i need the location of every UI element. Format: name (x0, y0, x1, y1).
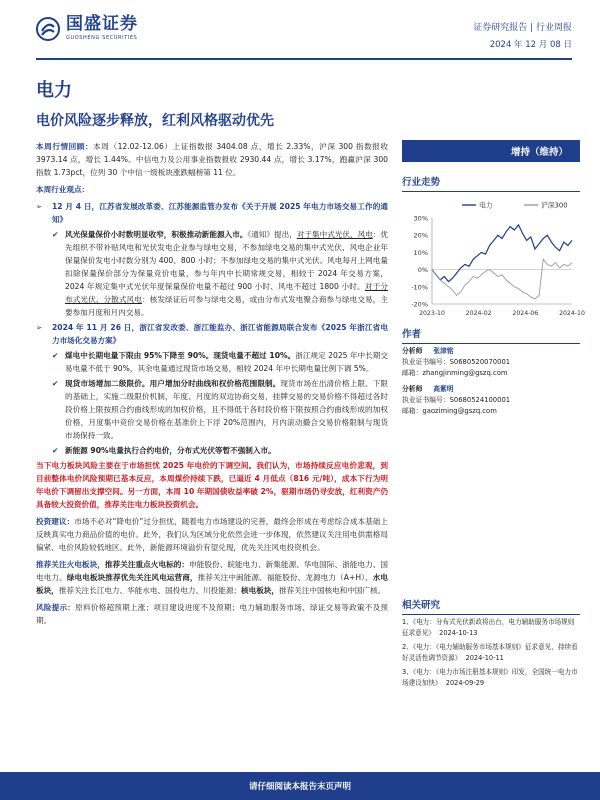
point-2-detail-1 (36, 349, 388, 375)
cert-label: 执业证书编号： (402, 358, 450, 366)
author-email[interactable]: gaoziming@gszq.com (422, 407, 497, 415)
investment-advice-text: 市场不必对“降电价”过分担忧，随着电力市场建设的完善，最终会形成在考虑综合成本基础上反映真实电力商品价值的电价。此外，我们认为区域分化依然会进一步体现，依然建议关注用电供需格局偏紧、电价风险较低地区。此外，新能源环境溢价有望兑现，优先关注风电投资机会。 (36, 517, 388, 552)
x-tick-label: 2024-10 (559, 310, 585, 317)
recommend-text-2: 推荐关注中闽能源、福能股份、龙源电力（A+H）、 (197, 573, 373, 582)
check-bullet-icon: ✔ (52, 446, 59, 455)
author-2 (402, 384, 580, 417)
related-heading: 相关研究 (402, 597, 580, 615)
arrow-bullet-icon: ➢ (36, 202, 43, 211)
y-tick-label: 30% (413, 214, 428, 223)
recommend-text-3: 推荐关注长江电力、华能水电、国投电力、川投能源； (58, 586, 242, 595)
authors-heading: 作者 (402, 326, 580, 344)
point-2-detail-3 (36, 444, 388, 457)
cert-label: 执业证书编号： (402, 396, 450, 404)
related-research-list (402, 617, 580, 692)
related-date: 2024-09-29 (445, 679, 485, 687)
report-type: 证券研究报告 | 行业周报 (473, 23, 572, 33)
views-label: 本周行业观点： (36, 185, 90, 194)
point-1-title: 12 月 4 日，江苏省发展改革委、江苏能源监管办发布《关于开展 2025 年电力市场交易工作的通知》 (52, 202, 388, 224)
brand-name: 国盛证券 (66, 14, 138, 34)
investment-advice-label: 投资建议： (36, 517, 75, 526)
brand-logo (36, 16, 138, 41)
related-title: 3、《电力：《电力市场注册基本规则》印发，全国统一电力市场建设加快》 (402, 668, 578, 687)
y-tick-label: 0% (417, 266, 428, 275)
brand-name-en: GUOSHENG SECURITIES (66, 35, 138, 41)
point-2 (36, 321, 388, 347)
email-label: 邮箱： (402, 369, 423, 377)
point-1-text-a: 《通知》提出， (247, 230, 297, 239)
related-item[interactable] (402, 667, 580, 689)
legend-label: 沪深300 (541, 201, 568, 210)
x-tick-label: 2024-06 (512, 310, 539, 317)
related-title: 2、《电力：《电力辅助服务市场基本规则》征求意见，持续看好灵活性调节资源》 (402, 643, 578, 662)
point-1-sub-head: 风光保量保价小时数明显收窄，积极推动新能源入市。 (65, 230, 248, 239)
check-bullet-icon: ✔ (52, 351, 59, 360)
cert-number: S0680520070001 (449, 358, 511, 366)
trend-chart-svg (402, 196, 585, 324)
risk-warning (36, 601, 388, 627)
point-1-underline-b: 对于分布式光伏、分散式风电 (65, 282, 388, 304)
recommend-label: 推荐关注火电板块， (36, 560, 105, 569)
series-line-power (432, 225, 572, 282)
rating-banner (402, 140, 580, 162)
related-item[interactable] (402, 617, 580, 639)
recommend-bold-1: 推荐关注重点火电标的： (104, 560, 190, 569)
author-role: 分析师 (402, 347, 423, 355)
highlight-paragraph: 当下电力板块风险主要在于市场担忧 2025 年电价的下调空间。我们认为，市场持续反应电价悲观，到目前整体电价风险预期已基本反应，本周煤价持续下跌，已逼近 4 月低点（816 元/吨），成本下行为明年电价下调留出支撑空间。另一方面，本周 10 年期国债收益率破 2%，驱期市场仍寻安放，红利资产仍具备较大投资价值，推荐关注电力板块投资机会。 (36, 461, 388, 509)
author-name: 张津铭 (433, 347, 454, 355)
main-body (36, 140, 388, 631)
recommend-bold-3: 水电板块， (36, 573, 389, 595)
email-label: 邮箱： (402, 407, 423, 415)
recommendations (36, 558, 388, 597)
footer-bar (0, 772, 600, 800)
market-review (36, 140, 388, 179)
point-1-detail (36, 228, 388, 319)
point-2-sub1-text: 浙江规定 2025 年中长期交易电量不低于 90%，其余电量通过现货市场交易，相较 2024 年中长期电量比例下调 5%。 (65, 351, 388, 373)
market-review-label: 本周行情回顾： (36, 142, 94, 151)
cert-number: S0680524100001 (449, 396, 511, 404)
recommend-text-4: 推荐关注中国核电和中国广核。 (279, 586, 386, 595)
point-1-underline-a: 对于集中式光伏、风电 (296, 230, 373, 239)
author-role: 分析师 (402, 385, 423, 393)
series-line-csi300 (432, 259, 572, 299)
arrow-bullet-icon: ➢ (36, 323, 43, 332)
brand-logo-icon (36, 17, 60, 41)
y-tick-label: -10% (411, 283, 428, 292)
risk-text: 原料价格超预期上涨；项目建设进度不及预期；电力辅助服务市场、绿证交易等政策不及预期。 (36, 603, 388, 625)
y-tick-label: 10% (413, 248, 428, 257)
related-date: 2024-10-11 (465, 654, 504, 662)
recommend-text-1: 申能股份、皖能电力、新集能源、华电国际、浙能电力、国电电力。 (36, 560, 389, 582)
related-date: 2024-10-13 (439, 629, 478, 637)
trend-chart (402, 196, 585, 324)
risk-label: 风险提示： (36, 603, 76, 612)
point-1 (36, 200, 388, 226)
report-date: 2024 年 12 月 08 日 (489, 40, 572, 50)
recommend-bold-4: 核电板块， (241, 586, 279, 595)
point-2-sub3-head: 新能源 90%电量执行合约电价，分布式光伏等暂不强制入市。 (65, 446, 276, 455)
point-2-title: 2024 年 11 月 26 日，浙江省发改委、浙江能监办、浙江省能源局联合发布《2025 年浙江省电力市场化交易方案》 (52, 323, 388, 345)
point-2-detail-2 (36, 377, 388, 442)
author-name: 高紫明 (433, 385, 454, 393)
x-tick-label: 2024-02 (465, 310, 492, 317)
point-2-sub2-head: 现货市场增加二级限价。用户增加分时曲线和权价格范围限制。 (65, 379, 281, 388)
x-tick-label: 2023-10 (419, 310, 445, 317)
author-1 (402, 346, 580, 379)
point-2-sub2-text: 现货市场在出清价格上限、下限的基础上，实施二级限价机制，年度、月度的双边协商交易，挂牌交易的交易价格不得超过各时段价格上限按照合约曲线形成的加权价格，且不得低于各时段价格下限按照合约曲线形成的加权价格，月度集中竞价交易价格在基准价上下浮 20%范围内，月内滚动撮合交易价格限制与现货市场保持一致。 (65, 379, 389, 440)
check-bullet-icon: ✔ (52, 379, 59, 388)
y-tick-label: 20% (413, 231, 428, 240)
author-email[interactable]: zhangjinming@gszq.com (422, 369, 508, 377)
rating-text: 增持（维持） (510, 147, 568, 158)
report-title: 电价风险逐步释放，红利风格驱动优先 (36, 113, 274, 129)
legend-label: 电力 (479, 201, 493, 210)
check-bullet-icon: ✔ (52, 230, 59, 239)
footer-disclaimer: 请仔细阅读本报告末页声明 (248, 782, 351, 792)
investment-advice (36, 515, 388, 554)
recommend-bold-2: 绿电电板块推荐优先关注风电运营商， (66, 573, 198, 582)
sector-title: 电力 (36, 80, 72, 101)
point-1-text-c: ：核发绿证后可参与绿电交易，或由分布式发电聚合商参与绿电交易，主要参加月度和月内交易。 (65, 295, 389, 317)
related-item[interactable] (402, 642, 580, 664)
point-1-text-b: ：优先组织不带补贴风电和光伏发电企业参与绿电交易，不参加绿电交易的集中式光伏、风电企业年保量保价发电小时数分别为 400、800 小时；不参加绿电交易的集中式光伏、风电每月上网电量扣除保量保价部分为保量竞价电量，参与年内中长期常规交易，相较于 2024 年交易方案，2024 年规定集中式光伏年度保量保价电量不超过 900 小时、风电不超过 1800 小时。 (65, 230, 389, 291)
trend-heading: 行业走势 (402, 174, 580, 192)
point-2-sub1-head: 煤电中长期电量下限由 95%下降至 90%。现货电量不超过 10%。 (65, 351, 296, 360)
market-review-text: 本周（12.02-12.06）上证指数报 3404.08 点，增长 2.33%，沪深 300 指数报收 3973.14 点，增长 1.44%。中信电力及公用事业指数报收 2930.44 点，增长 3.17%，跑赢沪深 300 指数 1.73pct，位列 30 个中信一级板块涨跌幅榜第 11 位。 (36, 142, 389, 177)
related-title: 1、《电力：分布式光伏新政将出台，电力辅助服务市场规则征求意见》 (402, 618, 575, 637)
y-tick-label: -20% (411, 300, 428, 309)
header-divider (36, 58, 572, 60)
